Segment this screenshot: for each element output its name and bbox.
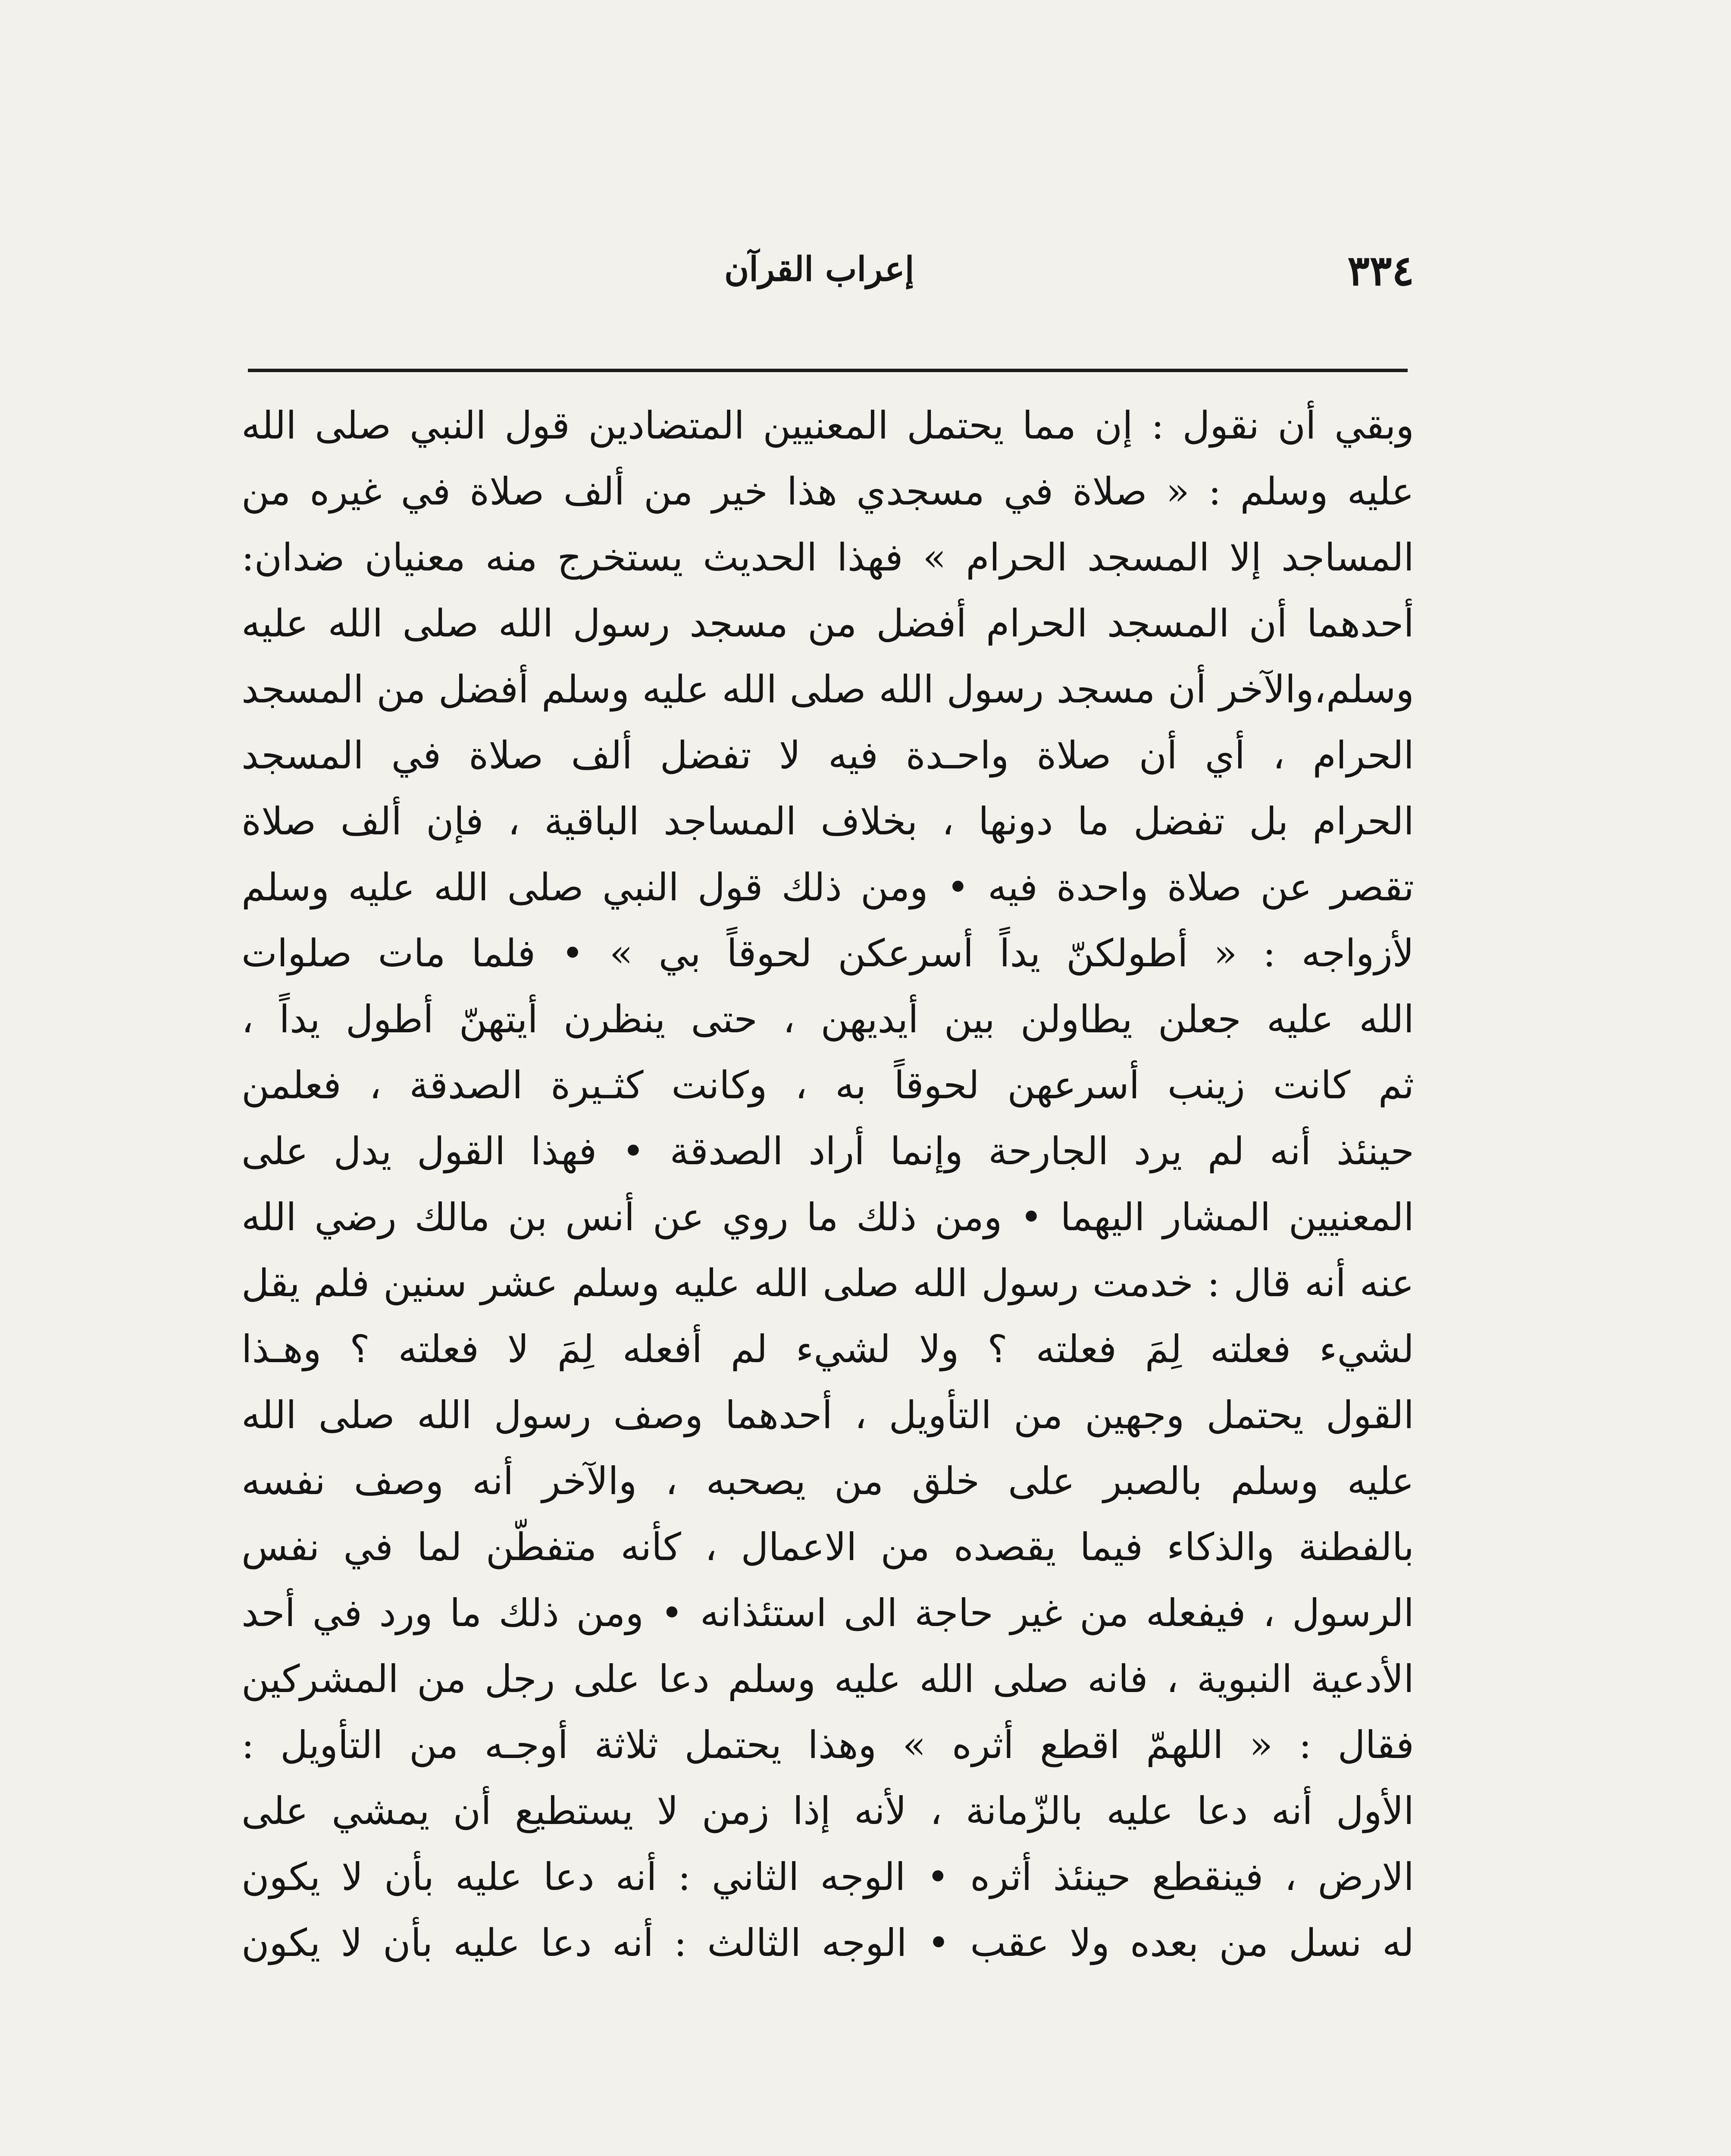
- text-line: عليه وسلم بالصبر على خلق من يصحبه ، والآخر أنه وصف نفسه: [241, 1459, 1414, 1503]
- text-line: وسلم،والآخر أن مسجد رسول الله صلى الله عليه وسلم أفضل من المسجد: [241, 667, 1414, 711]
- text-line: حينئذ أنه لم يرد الجارحة وإنما أراد الصدقة • فهذا القول يدل على: [241, 1129, 1414, 1173]
- text-line: الحرام ، أي أن صلاة واحـدة فيه لا تفضل ألف صلاة في المسجد: [241, 733, 1414, 777]
- header-rule: [248, 369, 1408, 372]
- text-line: أحدهما أن المسجد الحرام أفضل من مسجد رسول الله صلى الله عليه: [241, 601, 1414, 646]
- text-line: لشيء فعلته لِمَ فعلته ؟ ولا لشيء لم أفعله لِمَ لا فعلته ؟ وهـذا: [241, 1327, 1414, 1371]
- text-line: بالفطنة والذكاء فيما يقصده من الاعمال ، كأنه متفطّن لما في نفس: [241, 1525, 1414, 1569]
- text-line: الارض ، فينقطع حينئذ أثره • الوجه الثاني : أنه دعا عليه بأن لا يكون: [241, 1855, 1414, 1899]
- text-line: لأزواجه : « أطولكنّ يداً أسرعكن لحوقاً بي » • فلما مات صلوات: [241, 931, 1414, 975]
- text-line: المعنيين المشار اليهما • ومن ذلك ما روي عن أنس بن مالك رضي الله: [241, 1195, 1414, 1239]
- text-line: الله عليه جعلن يطاولن بين أيديهن ، حتى ينظرن أيتهنّ أطول يداً ،: [241, 997, 1414, 1041]
- text-line: القول يحتمل وجهين من التأويل ، أحدهما وصف رسول الله صلى الله: [241, 1393, 1414, 1437]
- text-line: الأدعية النبوية ، فانه صلى الله عليه وسلم دعا على رجل من المشركين: [241, 1657, 1414, 1701]
- text-line: له نسل من بعده ولا عقب • الوجه الثالث : أنه دعا عليه بأن لا يكون: [241, 1921, 1414, 1965]
- text-line: عليه وسلم : « صلاة في مسجدي هذا خير من ألف صلاة في غيره من: [241, 469, 1414, 514]
- text-line: فقال : « اللهمّ اقطع أثره » وهذا يحتمل ثلاثة أوجـه من التأويل :: [241, 1723, 1414, 1767]
- page-number: ٣٣٤: [1347, 246, 1414, 295]
- running-title: إعراب القرآن: [724, 250, 914, 289]
- page-header: [241, 241, 1414, 310]
- text-line: ثم كانت زينب أسرعهن لحوقاً به ، وكانت كثـيرة الصدقة ، فعلمن: [241, 1063, 1414, 1107]
- body-text: [241, 392, 1414, 1976]
- text-line: الحرام بل تفضل ما دونها ، بخلاف المساجد الباقية ، فإن ألف صلاة: [241, 799, 1414, 843]
- text-line: الرسول ، فيفعله من غير حاجة الى استئذانه • ومن ذلك ما ورد في أحد: [241, 1591, 1414, 1635]
- text-line: وبقي أن نقول : إن مما يحتمل المعنيين المتضادين قول النبي صلى الله: [241, 403, 1414, 448]
- text-line: الأول أنه دعا عليه بالزّمانة ، لأنه إذا زمن لا يستطيع أن يمشي على: [241, 1789, 1414, 1833]
- text-line: المساجد إلا المسجد الحرام » فهذا الحديث يستخرج منه معنيان ضدان:: [241, 535, 1414, 580]
- text-line: عنه أنه قال : خدمت رسول الله صلى الله عليه وسلم عشر سنين فلم يقل: [241, 1261, 1414, 1305]
- text-line: تقصر عن صلاة واحدة فيه • ومن ذلك قول النبي صلى الله عليه وسلم: [241, 865, 1414, 909]
